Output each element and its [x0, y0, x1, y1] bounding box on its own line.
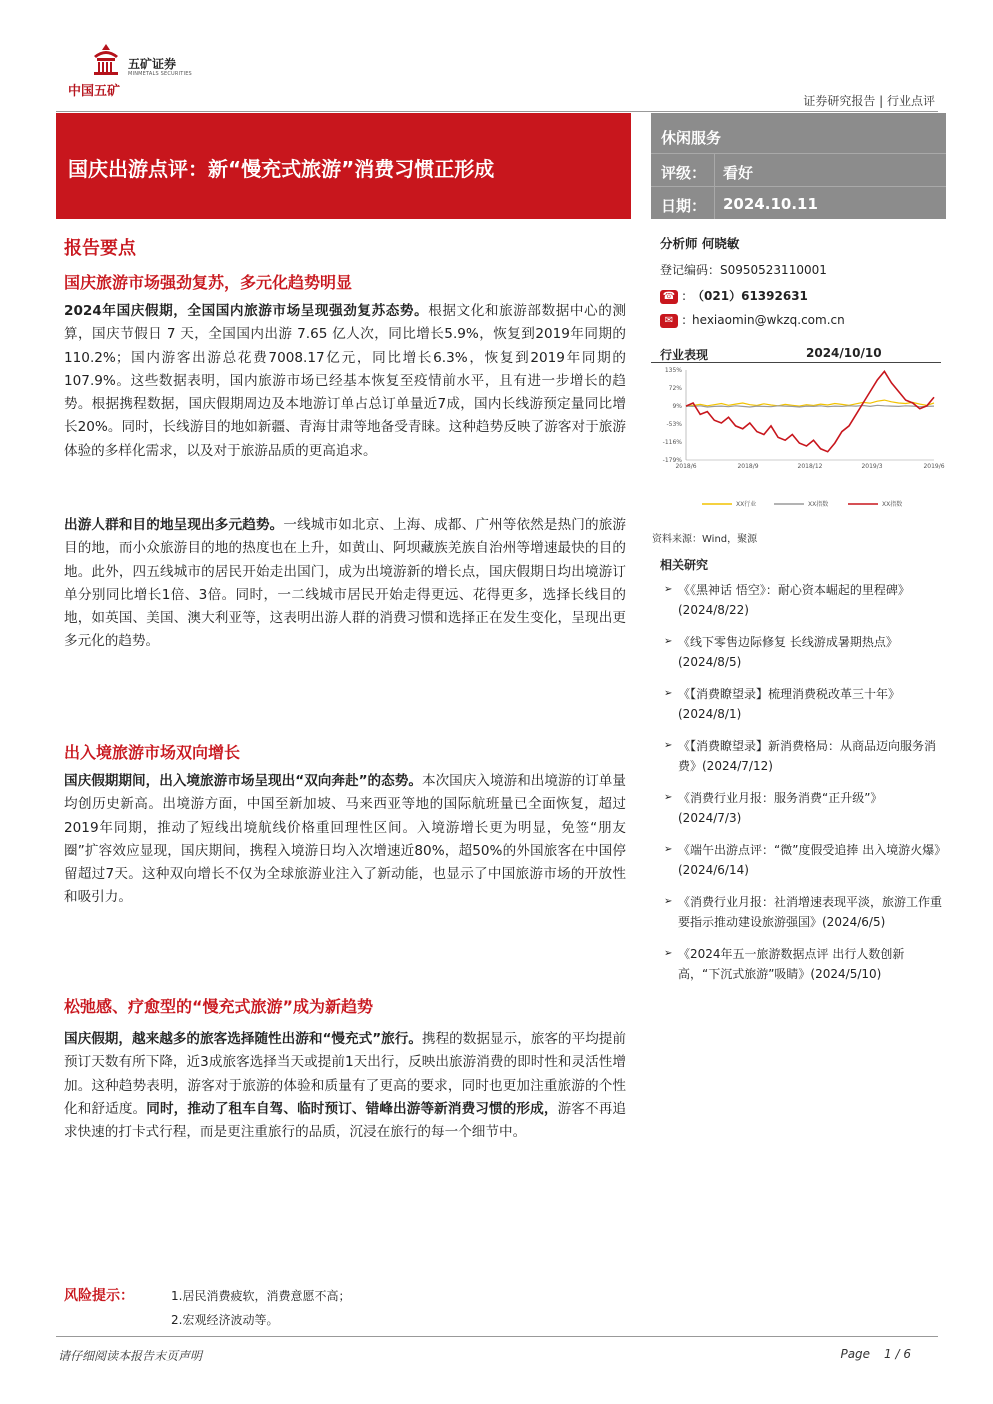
arrow-icon: ➢ — [664, 896, 673, 907]
paragraph — [64, 514, 626, 654]
legend-label: XX指数 — [808, 501, 829, 508]
y-tick-label: 72% — [668, 385, 682, 392]
page-indicator — [840, 1347, 911, 1361]
related-item-text: 《线下零售边际修复 长线游成暑期热点》(2024/8/5) — [678, 635, 898, 669]
summary-heading: 报告要点 — [64, 238, 136, 259]
paragraph-lead: 出游人群和目的地呈现出多元趋势。 — [64, 517, 284, 533]
report-type: 证券研究报告 | 行业点评 — [803, 94, 935, 108]
risk-item: 1.居民消费疲软，消费意愿不高； — [171, 1289, 351, 1303]
x-tick-label: 2018/12 — [797, 463, 823, 470]
sector-row — [651, 119, 946, 153]
paragraph — [64, 300, 626, 463]
arrow-icon: ➢ — [664, 636, 673, 647]
arrow-icon: ➢ — [664, 948, 673, 959]
paragraph-body: 一线城市如北京、上海、成都、广州等依然是热门的旅游目的地，而小众旅游目的地的热度也在上升，如黄山、阿坝藏族羌族自治州等增速最快的目的地。此外，四五线城市的居民开始走出国门，成为出境游新的增长点，国庆假期日均出境游订单分别同比增长1倍、3倍。同时，一二线城市居民开始走得更远、花得更多，选择长线目的地，如英国、美国、澳大利亚等，这表明出游人群的消费习惯和选择正在发生变化，呈现出更多元化的趋势。 — [64, 517, 627, 650]
analyst-reg: 登记编码：S0950523110001 — [660, 263, 827, 277]
related-item-text: 《消费行业月报：服务消费“正升级”》(2024/7/3) — [678, 791, 883, 825]
email-icon: ✉ — [660, 314, 678, 328]
page-number: 1 / 6 — [884, 1347, 911, 1361]
related-item-text: 《《黑神话 悟空》：耐心资本崛起的里程碑》(2024/8/22) — [678, 583, 910, 617]
section-title-1: 国庆旅游市场强劲复苏，多元化趋势明显 — [64, 273, 353, 292]
legend-label: XX指数 — [882, 501, 903, 508]
phone-number: （021）61392631 — [692, 289, 808, 303]
arrow-icon: ➢ — [664, 584, 673, 595]
related-item-text: 《【消费瞭望录】梳理消费税改革三十年》(2024/8/1) — [678, 687, 901, 721]
footer-disclaimer: 请仔细阅读本报告末页声明 — [58, 1349, 203, 1363]
date-row — [651, 186, 946, 220]
arrow-icon: ➢ — [664, 792, 673, 803]
related-heading: 相关研究 — [660, 558, 709, 572]
chart-source: 资料来源：Wind，聚源 — [652, 534, 758, 545]
industry-performance-chart — [652, 360, 945, 520]
chart-date: 2024/10/10 — [806, 346, 882, 360]
paragraph-body: 本次国庆入境游和出境游的订单量均创历史新高。出境游方面，中国至新加坡、马来西亚等地的国际航班量已全面恢复，超过2019年同期，推动了短线出境航线价格重回理性区间。入境游增长更为明显，免签“朋友圈”扩容效应显现，国庆期间，携程入境游日均入次增速近80%，超50%的外国旅客在中国停留超过7天。这种双向增长不仅为全球旅游业注入了新动能，也显示了中国旅游市场的开放性和吸引力。 — [64, 773, 627, 906]
related-item-text: 《端午出游点评：“微”度假受追捧 出入境游火爆》(2024/6/14) — [678, 843, 941, 877]
paragraph-lead: 国庆假期期间，出入境旅游市场呈现出“双向奔赴”的态势。 — [64, 773, 422, 789]
analyst-phone: ☎ : （021）61392631 — [660, 287, 808, 304]
related-item-text: 《消费行业月报：社消增速表现平淡，旅游工作重要指示推动建设旅游强国》(2024/6/5) — [678, 895, 943, 929]
arrow-icon: ➢ — [664, 688, 673, 699]
info-box — [651, 113, 946, 219]
paragraph — [64, 1028, 626, 1144]
logo-subtitle: MINMETALS SECURITIES — [128, 71, 192, 77]
header-divider — [56, 111, 938, 112]
paragraph-lead-2: 同时，推动了租车自驾、临时预订、错峰出游等新消费习惯的形成， — [146, 1100, 558, 1117]
section-title-2: 出入境旅游市场双向增长 — [64, 743, 241, 762]
y-tick-label: -179% — [662, 457, 682, 464]
rating-row — [651, 153, 946, 187]
related-item-text: 《【消费瞭望录】新消费格局：从商品迈向服务消费》(2024/7/12) — [678, 739, 937, 773]
series-line — [686, 371, 934, 451]
legend-label: XX行业 — [736, 501, 757, 508]
analyst-email[interactable]: ✉ : hexiaomin@wkzq.com.cn — [660, 313, 845, 328]
x-tick-label: 2019/3 — [861, 463, 883, 470]
series-line — [686, 400, 934, 406]
logo-brand: 五矿证券 — [128, 57, 177, 71]
report-title: 国庆出游点评：新“慢充式旅游”消费习惯正形成 — [68, 157, 495, 181]
paragraph-body-2: 游客不再追求快速的打卡式行程，而是更注重旅行的品质，沉浸在旅行的每一个细节中。 — [64, 1100, 627, 1141]
chart-title: 行业表现 — [660, 348, 709, 362]
related-item-text: 《2024年五一旅游数据点评 出行人数创新高，“下沉式旅游”吸睛》(2024/5/10) — [678, 947, 905, 981]
y-tick-label: 135% — [664, 367, 682, 374]
paragraph-lead: 2024年国庆假期，全国国内旅游市场呈现强劲复苏态势。 — [64, 303, 429, 319]
x-tick-label: 2019/6 — [923, 463, 945, 470]
company-logo — [64, 40, 224, 100]
arrow-icon: ➢ — [664, 844, 673, 855]
title-banner — [56, 113, 631, 219]
paragraph — [64, 770, 626, 910]
rating-value: 看好 — [723, 164, 754, 182]
date-label: 日期： — [661, 197, 707, 215]
paragraph-body: 根据文化和旅游部数据中心的测算，国庆节假日 7 天，全国国内出游 7.65 亿人次，同比增长5.9%，恢复到2019年同期的110.2%；国内游客出游总花费7008.17亿元，同比增长6.3%，恢复到2019年同期的107.9%。这些数据表明，国内旅游市场已经基本恢复至疫情前水平，且有进一步增长的趋势。根据携程数据，国庆假期周边及本地游订单占总订单量近7成，国内长线游预定量同比增长20%。同时，长线游目的地如新疆、青海甘肃等地备受青睐。这种趋势反映了游客对于旅游体验的多样化需求，以及对于旅游品质的更高追求。 — [64, 303, 626, 459]
page-label: Page — [840, 1347, 871, 1361]
y-tick-label: -116% — [662, 439, 682, 446]
sector-name: 休闲服务 — [661, 129, 722, 147]
paragraph-body: 携程的数据显示，旅客的平均提前预订天数有所下降，近3成旅客选择当天或提前1天出行，反映出旅游消费的即时性和灵活性增加。这种趋势表明，游客对于旅游的体验和质量有了更高的要求，同时也更加注重旅游的个性化和舒适度。 — [64, 1031, 627, 1117]
x-tick-label: 2018/6 — [675, 463, 697, 470]
analyst-name: 分析师 何晓敏 — [660, 236, 740, 251]
risk-label: 风险提示： — [64, 1288, 134, 1304]
rating-label: 评级： — [661, 164, 707, 182]
y-tick-label: -53% — [666, 421, 682, 428]
logo-cn-name: 中国五矿 — [68, 84, 121, 99]
y-tick-label: 9% — [672, 403, 682, 410]
footer-divider — [56, 1336, 938, 1337]
date-value: 2024.10.11 — [723, 195, 818, 213]
x-tick-label: 2018/9 — [737, 463, 759, 470]
paragraph-lead: 国庆假期，越来越多的旅客选择随性出游和“慢充式”旅行。 — [64, 1031, 422, 1047]
section-title-3: 松弛感、疗愈型的“慢充式旅游”成为新趋势 — [64, 997, 374, 1016]
risk-item: 2.宏观经济波动等。 — [171, 1313, 279, 1327]
info-separator — [714, 153, 715, 219]
email-address[interactable]: hexiaomin@wkzq.com.cn — [692, 313, 845, 327]
arrow-icon: ➢ — [664, 740, 673, 751]
logo-emblem-icon — [86, 42, 126, 78]
phone-icon: ☎ — [660, 290, 678, 304]
